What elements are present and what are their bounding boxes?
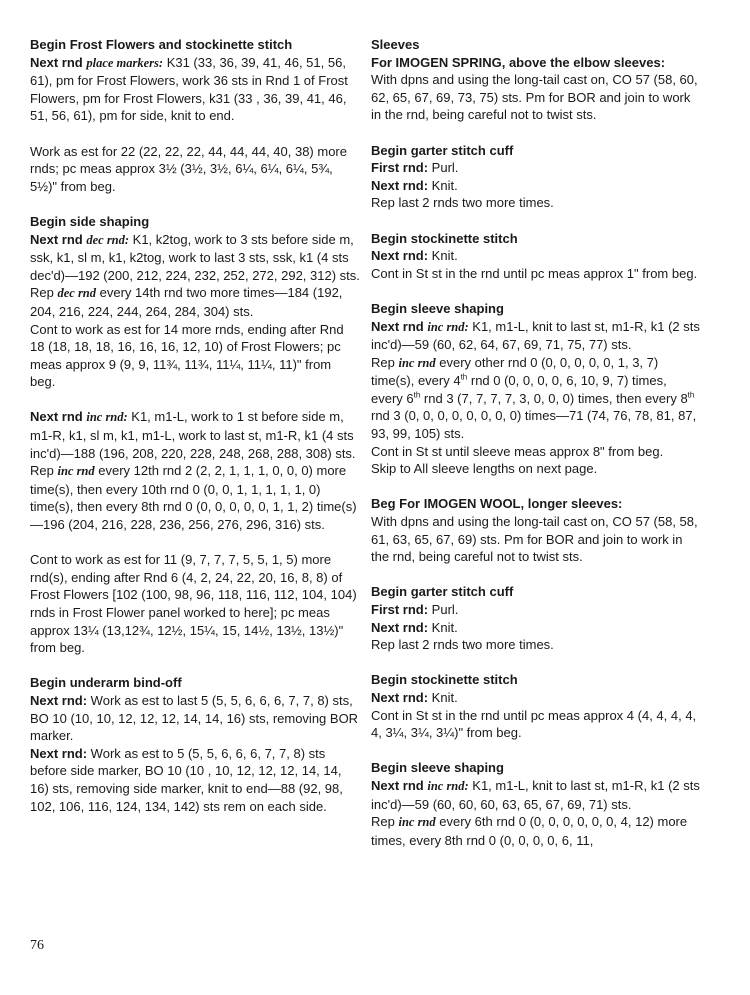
inc-rnd-label: inc rnd: [86, 410, 128, 425]
side-shaping-heading: Begin side shaping [30, 213, 150, 229]
rep-label: Rep [30, 285, 58, 301]
frost-flowers-section [30, 36, 360, 125]
rep-text-d: rnd 3 (0, 0, 0, 0, 0, 0, 0, 0) times—71 (74, 76, 78, 81, 87, 93, 99, 105) sts. [371, 408, 697, 442]
next-rnd-label: Next rnd [30, 231, 87, 247]
next-rnd-label: Next rnd [30, 409, 87, 425]
inc-rnd-text: K1, m1-L, work to 1 st before side m, m1-R, k1, sl m, k1, m1-L, work to last st, m1-R, k1 (4 sts inc'd)—188 (196, 208, 220, 228, 248, 268, 288, 308) sts. [30, 409, 356, 461]
rep-inc-rnd-instruction [371, 813, 701, 849]
next-rnd-line [371, 177, 701, 195]
first-rnd-text: Purl. [428, 602, 459, 617]
inc-rnd-instruction [30, 408, 360, 462]
cont-work-frost-text: Cont to work as est for 11 (9, 7, 7, 7, 5, 5, 1, 5) more rnd(s), ending after Rnd 6 (4, 2, 24, 22, 20, 16, 8, 8) of Frost Flowers [102 (100, 98, 96, 118, 116, 112, 104, 104) rnds in Frost Flower panel worked to here]; pc meas approx 13¼ (13,12¾, 12½, 15¼, 15, 14½, 13½, 13½)" from beg. [30, 552, 357, 656]
side-shaping-section [30, 213, 360, 391]
next-rnd-label: Next rnd [30, 54, 87, 70]
sleeve-shaping-heading: Begin sleeve shaping [371, 300, 504, 316]
sleeve-shaping-heading: Begin sleeve shaping [371, 760, 504, 776]
frost-flowers-instruction [30, 54, 360, 125]
dec-rnd-ref: dec rnd [57, 286, 97, 301]
ordinal-suffix: th [460, 372, 468, 382]
ordinal-suffix: th [687, 390, 695, 400]
stockinette-heading: Begin stockinette stitch [371, 230, 518, 246]
sleeves-section [371, 36, 701, 124]
next-rnd-label: Next rnd: [30, 745, 88, 761]
work-as-est-text: Work as est for 22 (22, 22, 22, 44, 44, 44, 40, 38) more rnds; pc meas approx 3½ (3½, 3½, 6¼, 6¼, 6¼, 5¾, 5½)" from beg. [30, 143, 347, 194]
inc-rnd-text: K1, m1-L, knit to last st, m1-R, k1 (2 sts inc'd)—59 (60, 60, 60, 63, 65, 67, 69, 71) sts. [371, 777, 700, 812]
dec-rnd-label: dec rnd: [86, 232, 130, 247]
next-rnd-text: Knit. [428, 619, 458, 635]
stockinette-section-2 [371, 671, 701, 741]
inc-rnd-ref: inc rnd [398, 815, 436, 830]
inc-rnd-instruction [371, 318, 701, 354]
sleeves-cast-on-text: With dpns and using the long-tail cast on, CO 57 (58, 60, 62, 65, 67, 69, 73, 75) sts. Pm for BOR and join to work in the rnd, being careful not to twist sts. [371, 72, 698, 123]
right-column [371, 36, 701, 867]
garter-cuff-heading: Begin garter stitch cuff [371, 584, 514, 600]
next-rnd-label: Next rnd [371, 777, 428, 793]
rep-dec-rnd-instruction [30, 284, 360, 320]
rep-label: Rep [371, 814, 399, 830]
stockinette-heading: Begin stockinette stitch [371, 672, 518, 688]
rep-inc-rnd-text: every 6th rnd 0 (0, 0, 0, 0, 0, 0, 4, 12) more times, every 8th rnd 0 (0, 0, 0, 0, 6, 11, [371, 814, 688, 848]
next-rnd-label: Next rnd: [30, 692, 88, 708]
inc-rnd-instruction [371, 777, 701, 813]
underarm-rnd-1 [30, 692, 360, 745]
wool-cast-on-text: With dpns and using the long-tail cast on, CO 57 (58, 58, 61, 63, 65, 67, 69) sts. Pm for BOR and join to work in the rnd, being careful not to twist sts. [371, 514, 698, 565]
first-rnd-label: First rnd: [371, 602, 429, 617]
left-column [30, 36, 360, 833]
garter-cuff-heading: Begin garter stitch cuff [371, 142, 514, 158]
rep-rnds-text: Rep last 2 rnds two more times. [371, 637, 554, 653]
place-markers-label: place markers: [86, 55, 164, 70]
rep-text-c: rnd 3 (7, 7, 7, 7, 3, 0, 0, 0) times, then every 8 [420, 390, 688, 406]
first-rnd-line [371, 159, 701, 177]
frost-flowers-text: K31 (33, 36, 39, 41, 46, 51, 56, 61), pm for Frost Flowers, work 36 sts in Rnd 1 of Frost Flowers, pm for Frost Flowers, k31 (33 , 36, 39, 41, 46, 51, 56, 61), pm for side, knit to end. [30, 54, 348, 124]
sleeve-shaping-section-2 [371, 759, 701, 849]
cont-st-st-text: Cont in St st in the rnd until pc meas approx 4 (4, 4, 4, 4, 4, 3¼, 3¼, 3¼)" from beg. [371, 707, 697, 741]
first-rnd-line [371, 601, 701, 619]
garter-cuff-section-2 [371, 583, 701, 653]
rep-dec-rnd-text: every 14th rnd two more times—184 (192, 204, 216, 224, 244, 264, 284, 304) sts. [30, 285, 343, 319]
cont-work-text: Cont to work as est for 14 more rnds, ending after Rnd 18 (18, 18, 18, 16, 16, 16, 12, 10) of Frost Flowers; pc meas approx 9 (9, 9, 11¾, 11¾, 11¼, 11¼, 11)" from beg. [30, 321, 344, 390]
sleeve-shaping-section-1 [371, 300, 701, 478]
next-rnd-text: Knit. [428, 177, 458, 193]
imogen-spring-heading: For IMOGEN SPRING, above the elbow sleeves: [371, 54, 666, 70]
work-as-est-paragraph [30, 143, 360, 196]
inc-rnd-label: inc rnd: [427, 778, 469, 793]
dec-rnd-instruction [30, 231, 360, 285]
inc-rnd-label: inc rnd: [427, 319, 469, 334]
next-rnd-label: Next rnd [371, 318, 428, 334]
underarm-rnd-2 [30, 745, 360, 815]
underarm-heading: Begin underarm bind-off [30, 675, 182, 691]
rep-text-b: rnd 0 (0, 0, 0, 0, 6, 10, 9, 7) times, every 6 [371, 373, 667, 406]
garter-cuff-section-1 [371, 142, 701, 212]
page-number: 76 [30, 938, 44, 953]
inc-rnd-section [30, 408, 360, 533]
next-rnd-line [371, 619, 701, 637]
imogen-wool-section [371, 495, 701, 565]
rep-label: Rep [30, 463, 58, 479]
next-rnd-line [371, 689, 701, 707]
rep-text-a: every other rnd 0 (0, 0, 0, 0, 0, 1, 3, 7) time(s), every 4 [371, 354, 659, 389]
next-rnd-text: Knit. [428, 689, 458, 705]
next-rnd-label: Next rnd: [371, 177, 429, 193]
rep-inc-rnd-instruction [30, 462, 360, 533]
cont-st-st-text: Cont in St st in the rnd until pc meas approx 1" from beg. [371, 265, 698, 281]
frost-flowers-heading: Begin Frost Flowers and stockinette stitch [30, 37, 293, 52]
stockinette-section-1 [371, 230, 701, 283]
inc-rnd-ref: inc rnd [398, 355, 436, 370]
inc-rnd-ref: inc rnd [57, 464, 95, 479]
next-rnd-label: Next rnd: [371, 619, 429, 635]
next-rnd-label: Next rnd: [371, 248, 429, 264]
cont-work-paragraph [30, 551, 360, 657]
sleeves-heading: Sleeves [371, 37, 420, 52]
imogen-wool-heading: Beg For IMOGEN WOOL, longer sleeves: [371, 496, 623, 512]
next-rnd-text: Knit. [428, 248, 458, 264]
rep-inc-rnd-text: every 12th rnd 2 (2, 2, 1, 1, 1, 0, 0, 0) more time(s), then every 10th rnd 0 (0, 0, 1, 1, 1, 1, 1, 0) time(s), then every 8th rnd 0 (0, 0, 0, 0, 0, 1, 1, 2) time(s)—196 (204, 216, 228, 236, 256, 276, 296, 316) sts. [30, 463, 357, 533]
rep-label: Rep [371, 354, 399, 370]
next-rnd-line [371, 247, 701, 265]
inc-rnd-text: K1, m1-L, knit to last st, m1-R, k1 (2 sts inc'd)—59 (60, 62, 64, 67, 69, 71, 75, 77) sts. [371, 318, 700, 353]
underarm-rnd-1-text: Work as est to last 5 (5, 5, 6, 6, 6, 7, 7, 8) sts, BO 10 (10, 10, 12, 12, 12, 14, 14, 16) sts, removing BOR marker. [30, 692, 359, 744]
ordinal-suffix: th [413, 390, 421, 400]
cont-sleeve-text: Cont in St st until sleeve meas approx 8" from beg. [371, 443, 664, 459]
rep-rnds-text: Rep last 2 rnds two more times. [371, 195, 554, 211]
first-rnd-text: Purl. [428, 160, 459, 176]
dec-rnd-text: K1, k2tog, work to 3 sts before side m, ssk, k1, sl m, k1, k2tog, work to last 3 sts, ssk, k1 (4 sts dec'd)—192 (200, 212, 224, 232, 252, 272, 292, 312) sts. [30, 231, 360, 283]
first-rnd-label: First rnd: [371, 160, 429, 176]
rep-inc-rnd-instruction [371, 354, 701, 443]
underarm-rnd-2-text: Work as est to 5 (5, 5, 6, 6, 6, 7, 7, 8) sts before side marker, BO 10 (10 , 10, 12, 12, 12, 14, 14, 16) sts, removing side marker, knit to end—88 (92, 98, 102, 106, 116, 124, 134, 142) sts rem on each side. [30, 745, 343, 814]
skip-text: Skip to All sleeve lengths on next page. [371, 461, 598, 477]
next-rnd-label: Next rnd: [371, 689, 429, 705]
underarm-section [30, 674, 360, 815]
